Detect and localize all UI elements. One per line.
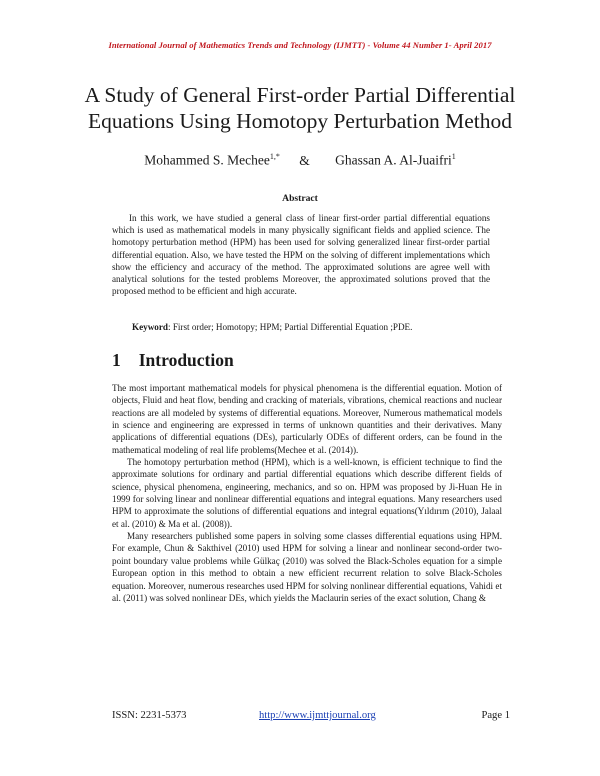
- abstract-heading: Abstract: [282, 193, 318, 204]
- abstract-text: [112, 212, 490, 297]
- keywords: [132, 322, 492, 332]
- author-1: Mohammed S. Mechee: [144, 152, 270, 168]
- title-line-1: A Study of General First-order Partial Differential: [84, 83, 516, 107]
- paragraph: The homotopy perturbation method (HPM), which is a well-known, is efficient technique to find the approximate solutions for ordinary and partial differential equations which describe different fields of science, physical phenomena, engineering, mechanics, and so on. HPM was proposed by Ji-Huan He in 1999 for solving linear and nonlinear differential equations and integral equations. Many researchers used HPM to approximate the solutions of differential equations and integral equations(Yıldırım (2010), Jalaal et al. (2010) & Ma et al. (2008)).: [112, 457, 502, 529]
- journal-link[interactable]: http://www.ijmttjournal.org: [259, 710, 376, 721]
- section-heading: [112, 350, 234, 371]
- author-separator: &: [299, 152, 310, 168]
- abstract-paragraph: In this work, we have studied a general class of linear first-order partial differential equations which is used as mathematical models in many physically significant fields and applied science. The homotopy perturbation method (HPM) has been used for solving generalized linear first-order partial differential equation. Also, we have tested the HPM on the solving of different implementations which show the efficiency and accuracy of the method. The approximated solutions are agree well with analytical solutions for the tested problems Moreover, the approximated solutions proved that the proposed method to be efficient and high accurate.: [112, 213, 490, 297]
- page-number: Page 1: [481, 710, 510, 721]
- section-title: Introduction: [138, 350, 234, 370]
- author-1-affiliation: 1,*: [269, 152, 280, 161]
- keyword-list: : First order; Homotopy; HPM; Partial Differential Equation ;PDE.: [168, 322, 413, 332]
- journal-header: International Journal of Mathematics Trends and Technology (IJMTT) - Volume 44 Number 1- April 2017: [108, 40, 492, 50]
- section-body: [112, 382, 502, 604]
- keyword-label: Keyword: [132, 322, 168, 332]
- section-number: 1: [112, 350, 121, 370]
- issn: ISSN: 2231-5373: [112, 710, 187, 721]
- author-2-affiliation: 1: [451, 152, 456, 161]
- author-2: Ghassan A. Al-Juaifri: [335, 152, 452, 168]
- paper-title: [60, 82, 540, 134]
- paragraph: The most important mathematical models for physical phenomena is the differential equation. Motion of objects, Fluid and heat flow, bending and cracking of materials, vibrations, chemical reactions and nuclear reactions are all modeled by systems of differential equations. Moreover, Numerous mathematical models in science and engineering are expressed in terms of unknown quantities and their derivatives. Many applications of differential equations (DEs), particularly ODEs of different orders, can be found in the mathematical modeling of real life problems(Mechee et al. (2014)).: [112, 383, 502, 455]
- paragraph: Many researchers published some papers in solving some classes differential equations using HPM. For example, Chun & Sakthivel (2010) used HPM for solving a linear and nonlinear second-order two-point boundary value problems while Gülkaç (2010) was solved the Black-Scholes equation for a simple European option in this method to obtain a new efficient recurrent relation to solve Black-Scholes equation. Moreover, numerous researches used HPM for solving nonlinear differential equations, Vahidi et al. (2011) was solved nonlinear DEs, which yields the Maclaurin series of the exact solution, Chang &: [112, 531, 502, 603]
- title-line-2: Equations Using Homotopy Perturbation Method: [88, 109, 512, 133]
- author-list: [0, 152, 600, 169]
